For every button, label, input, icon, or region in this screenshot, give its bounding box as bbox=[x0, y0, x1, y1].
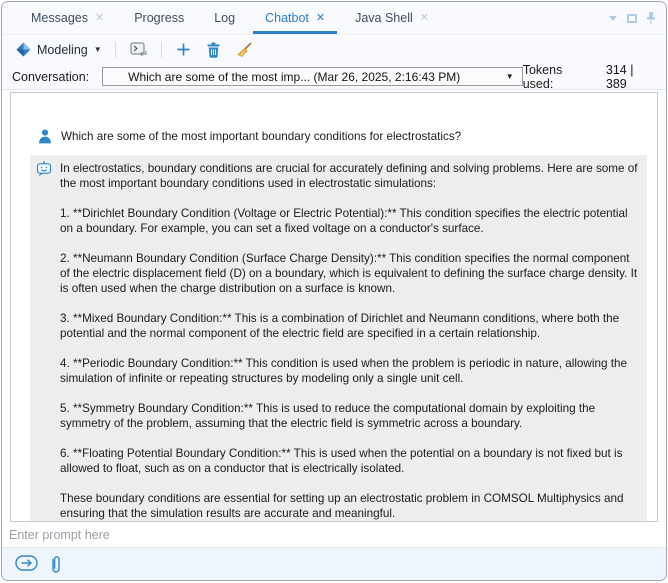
prompt-row bbox=[2, 522, 666, 548]
chatbot-toolbar bbox=[2, 35, 666, 64]
close-icon[interactable]: ✕ bbox=[94, 11, 105, 24]
chevron-down-icon: ▼ bbox=[505, 72, 514, 81]
toolbar-separator bbox=[161, 42, 162, 58]
bot-message-text bbox=[60, 161, 639, 521]
bot-message-paragraph: 6. **Floating Potential Boundary Condition:** This is used when the potential on a boundary is not fixed but is allowed to float, such as on a conductor that is electrically isolated. bbox=[60, 447, 623, 475]
prompt-actions bbox=[2, 548, 666, 580]
prompt-input[interactable] bbox=[2, 528, 666, 542]
bot-message-paragraph: 4. **Periodic Boundary Condition:** This condition is used when the problem is periodic in nature, allowing the simulation of infinite or repeating structures by modeling only a single unit cell. bbox=[60, 357, 627, 385]
tab-label: Progress bbox=[134, 11, 185, 25]
bot-message-paragraph: 5. **Symmetry Boundary Condition:** This is used to reduce the computational domain by exploiting the symmetry of the problem, assuming that the electric field is symmetric across a boundary. bbox=[60, 402, 596, 430]
modeling-label: Modeling bbox=[37, 42, 88, 57]
clear-broom-button[interactable] bbox=[231, 40, 257, 60]
tab-log[interactable] bbox=[199, 2, 250, 34]
conversation-label: Conversation: bbox=[12, 69, 90, 84]
window-controls bbox=[608, 2, 656, 34]
tokens-label: Tokens used: bbox=[522, 62, 563, 91]
close-icon[interactable]: ✕ bbox=[419, 11, 429, 24]
bot-message-row bbox=[30, 155, 647, 522]
tab-java-shell[interactable] bbox=[340, 2, 444, 34]
bot-message-paragraph: 1. **Dirichlet Boundary Condition (Voltage or Electric Potential):** This condition specifies the electric potential on a boundary. For example, you can set a fixed voltage on a conductor's surface. bbox=[60, 207, 628, 235]
close-icon[interactable]: ✕ bbox=[315, 11, 326, 24]
chevron-down-icon: ▼ bbox=[93, 45, 102, 54]
conversation-row bbox=[2, 64, 666, 90]
chatbot-window bbox=[1, 1, 667, 581]
tab-label: Chatbot bbox=[265, 11, 309, 25]
tab-label: Messages bbox=[31, 11, 88, 25]
panel-menu-chevron-icon[interactable] bbox=[608, 15, 618, 22]
tab-messages[interactable] bbox=[16, 2, 119, 34]
user-message-text: Which are some of the most important boundary conditions for electrostatics? bbox=[61, 130, 462, 143]
tokens-used bbox=[523, 63, 656, 91]
tab-progress[interactable] bbox=[119, 2, 199, 34]
send-prompt-button[interactable] bbox=[15, 555, 38, 571]
tab-bar bbox=[2, 2, 666, 35]
chat-transcript[interactable] bbox=[10, 92, 658, 522]
attach-file-paperclip-icon[interactable] bbox=[50, 555, 62, 576]
bot-message-paragraph: 2. **Neumann Boundary Condition (Surface Charge Density):** This condition specifies the normal component of the electric displacement field (D) on a boundary, which is equivalent to defining the surface charge density. It is often used when the charge distribution on a surface is known. bbox=[60, 252, 638, 295]
bot-message-paragraph: In electrostatics, boundary conditions are crucial for accurately defining and solving problems. Here are some of the most important boundary conditions used in electrostatic simulations: bbox=[60, 162, 638, 190]
delete-conversation-button[interactable] bbox=[201, 40, 226, 60]
tab-label: Java Shell bbox=[355, 11, 413, 25]
maximize-icon[interactable] bbox=[627, 14, 637, 23]
bot-message-paragraph: 3. **Mixed Boundary Condition:** This is a combination of Dirichlet and Neumann conditions, where both the potential and the normal component of the electric field are specified in a certain relationship. bbox=[60, 312, 620, 340]
modeling-diamond-icon bbox=[16, 42, 31, 57]
modeling-mode-button[interactable] bbox=[12, 40, 106, 59]
chatbot-icon bbox=[36, 161, 54, 178]
bot-message-paragraph: These boundary conditions are essential for setting up an electrostatic problem in COMSOL Multiphysics and ensuring that the simulation results are accurate and meaningful. bbox=[60, 492, 624, 520]
open-in-console-button[interactable] bbox=[125, 40, 152, 59]
user-message-row bbox=[38, 129, 647, 144]
conversation-select[interactable] bbox=[102, 67, 523, 86]
new-conversation-button[interactable] bbox=[171, 40, 196, 59]
user-icon bbox=[38, 129, 52, 144]
pin-icon[interactable] bbox=[646, 12, 656, 25]
toolbar-separator bbox=[115, 42, 116, 58]
tab-chatbot[interactable] bbox=[250, 2, 340, 34]
tab-label: Log bbox=[214, 11, 236, 25]
conversation-selected-option: Which are some of the most imp... (Mar 26, 2025, 2:16:43 PM) bbox=[128, 69, 461, 84]
tokens-value: 314 | 389 bbox=[605, 62, 634, 91]
